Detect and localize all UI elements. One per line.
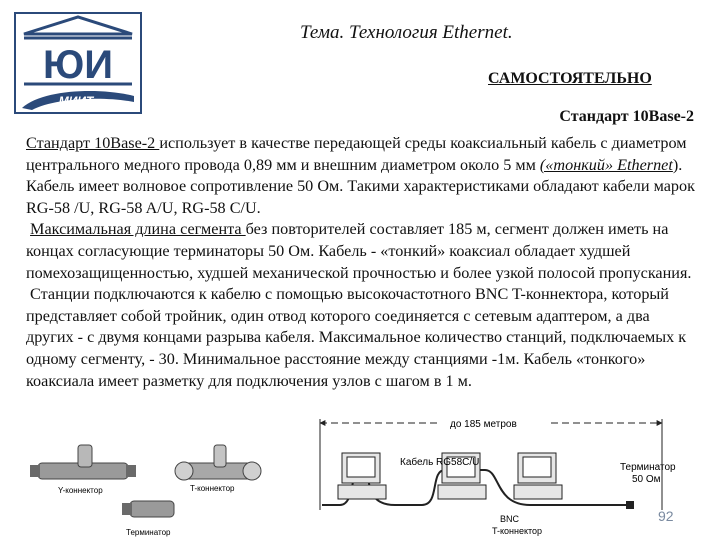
paragraph-3 [26,284,696,392]
t-connector-diagram-label: T-коннектор [492,526,543,536]
y-connector-label: Y-коннектор [58,486,103,495]
network-diagram [300,415,700,540]
terminator-symbol [626,501,634,509]
body-text [26,133,696,392]
terminator-image [122,501,174,517]
terminator-text: Терминатор [620,462,676,473]
logo-monogram: ЮИ [43,43,113,87]
paragraph-1 [26,133,696,219]
page-title: Тема. Технология Ethernet. [300,22,513,43]
terminator-label: Терминатор [126,528,171,537]
computer-1 [338,453,386,499]
t-connector-label: T-коннектор [190,484,235,493]
paragraph-2-text: без повторителей составляет 185 м, сегмент должен иметь на концах согласующие терминаторы 50 Ом. Кабель - «тонкий» коаксиал обладает худшей помехозащищенностью, худшей механической прочностью и более узкой полосой пропускания. [26,220,692,282]
paragraph-3-text: Станции подключаются к кабелю с помощью высокочастотного BNC T-коннектора, который представляет собой тройник, один отвод которого соединяется с сетевым адаптером, а два других - с двумя концами разрыва кабеля. Максимальное количество станций, подключаемых к одному сегменту, - 30. Минимальное расстояние между станциями -1м. Кабель «тонкого» коаксиала имеет разметку для подключения узлов с шагом в 1 м. [26,285,687,390]
paragraph-1-text: использует в качестве передающей среды коаксиальный кабель с диаметром центрального медного провода 0,89 мм и внешним диаметром около 5 мм [26,134,687,174]
bnc-label: BNC [500,514,520,524]
length-label: до 185 метров [450,419,517,430]
max-length-term: Максимальная длина сегмента [30,220,246,239]
page-subtitle: САМОСТОЯТЕЛЬНО [488,70,652,87]
t-connector-image [175,445,261,480]
university-logo [14,12,142,114]
paragraph-1-text-end: ). Кабель имеет волновое сопротивление 50 Ом. Такими характеристиками обладают кабели марок RG-58 /U, RG-58 A/U, RG-58 C/U. [26,155,695,217]
standard-heading: Стандарт 10Base-2 [559,108,694,125]
paragraph-2 [26,219,696,284]
components-illustration [30,443,295,540]
logo-brand: МИИТ [58,94,94,108]
y-connector-image [30,445,136,479]
terminator-ohm-text: 50 Ом [632,474,661,485]
cable-label: Кабель RG58C/U [400,457,480,468]
thin-ethernet-term: («тонкий» Ethernet [539,155,673,174]
computer-3 [514,453,562,499]
standard-term: Стандарт 10Base-2 [26,134,160,152]
page-number: 92 [658,508,674,524]
